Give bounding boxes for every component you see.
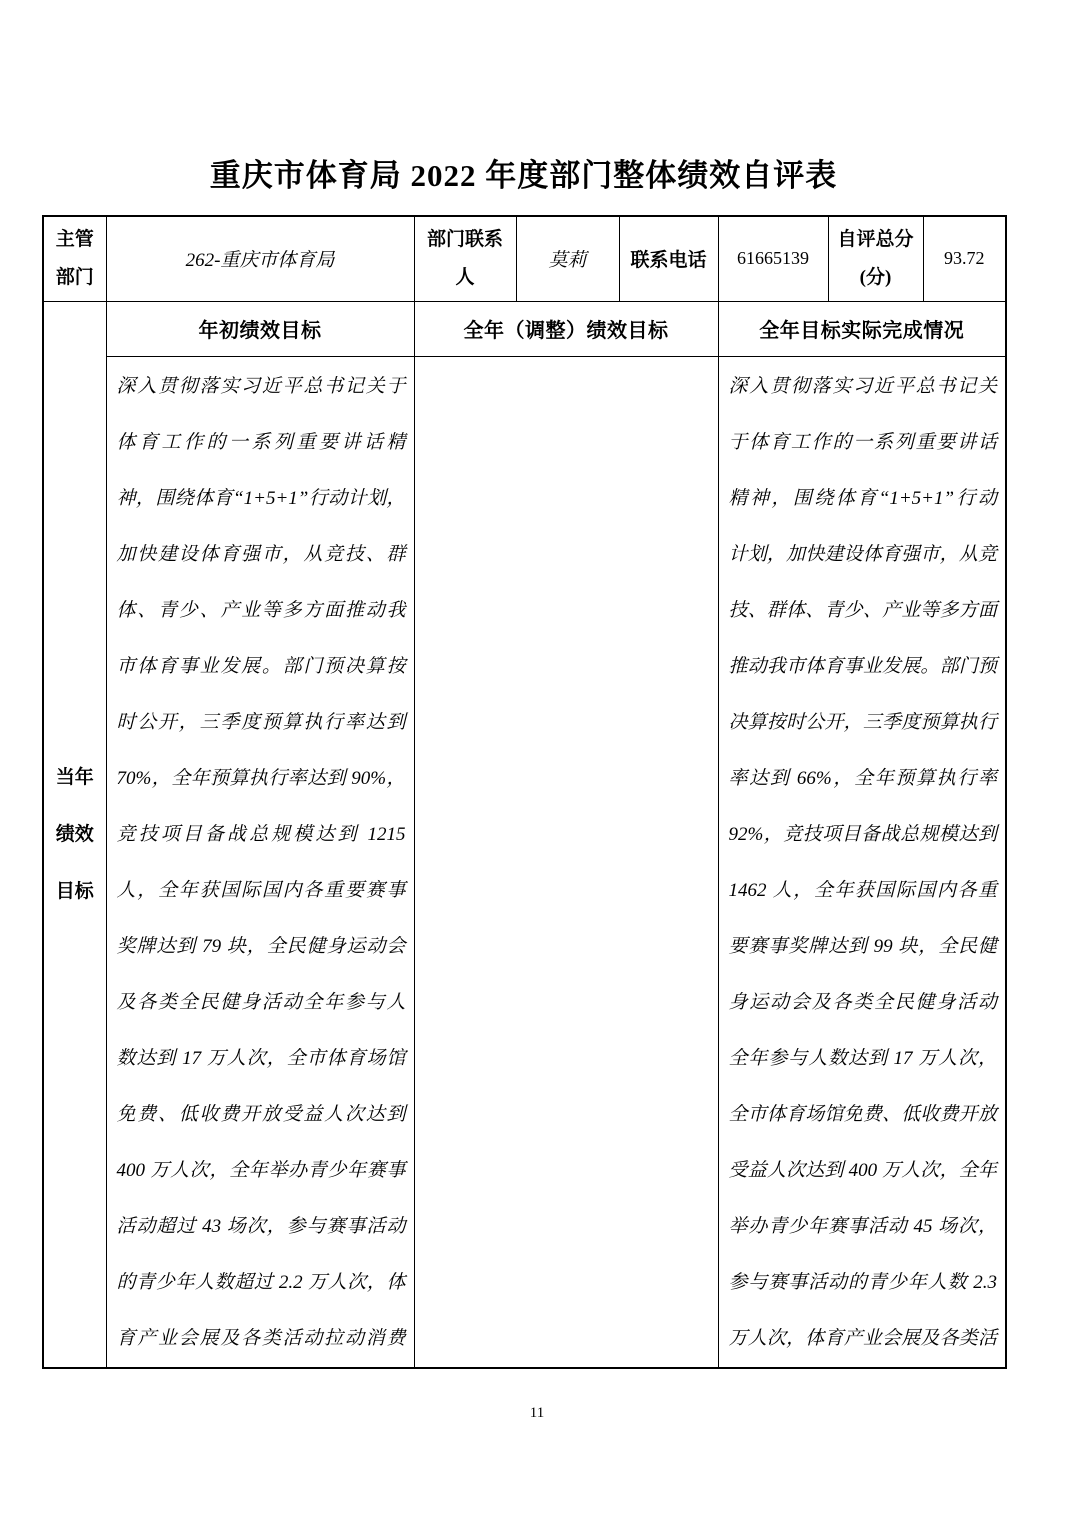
- text-line: 全年参与人数达到 17 万人次，: [728, 1047, 997, 1069]
- text-line: 部门联系: [426, 228, 503, 250]
- text-line: 的青少年人数超过 2.2 万人次，体: [116, 1271, 406, 1293]
- text-line: 举办青少年赛事活动 45 场次，: [728, 1215, 997, 1237]
- text-line: (分): [859, 266, 892, 288]
- text-line: 身运动会及各类全民健身活动: [728, 991, 997, 1013]
- text-line: 万人次，体育产业会展及各类活: [728, 1327, 997, 1349]
- text-line: 当年: [55, 766, 94, 788]
- text-line: 及各类全民健身活动全年参与人: [116, 991, 406, 1013]
- info-row: [43, 216, 1006, 301]
- text-line: 体育工作的一系列重要讲话精: [116, 431, 406, 453]
- text-line: 免费、低收费开放受益人次达到: [116, 1103, 406, 1125]
- actual-completion-text: [718, 356, 1006, 1368]
- text-line: 人，全年获国际国内各重要赛事: [116, 879, 406, 901]
- text-line: 部门: [55, 266, 94, 288]
- phone-label: 联系电话: [619, 216, 718, 301]
- text-line: 1462 人，全年获国际国内各重: [728, 879, 997, 901]
- page-title: 重庆市体育局 2022 年度部门整体绩效自评表: [209, 158, 838, 193]
- text-line: 400 万人次，全年举办青少年赛事: [116, 1159, 406, 1181]
- text-line: 深入贯彻落实习近平总书记关: [728, 375, 997, 397]
- text-line: 推动我市体育事业发展。部门预: [728, 655, 997, 677]
- text-line: 参与赛事活动的青少年人数 2.3: [728, 1271, 997, 1293]
- text-line: 目标: [55, 880, 94, 902]
- initial-goals-text: [106, 356, 414, 1368]
- contact-value: 莫莉: [516, 216, 619, 301]
- dept-value: 262-重庆市体育局: [106, 216, 414, 301]
- text-line: 竞技项目备战总规模达到 1215: [116, 823, 406, 845]
- text-line: 70%，全年预算执行率达到 90%，: [116, 767, 406, 789]
- col-header-initial-goals: 年初绩效目标: [106, 301, 414, 356]
- text-line: 深入贯彻落实习近平总书记关于: [116, 375, 406, 397]
- text-line: 时公开，三季度预算执行率达到: [116, 711, 406, 733]
- text-line: 自评总分: [837, 228, 914, 250]
- text-line: 计划，加快建设体育强市，从竞: [728, 543, 997, 565]
- score-value: 93.72: [923, 216, 1006, 301]
- text-line: 市体育事业发展。部门预决算按: [116, 655, 406, 677]
- text-line: 于体育工作的一系列重要讲话: [728, 431, 997, 453]
- text-line: 要赛事奖牌达到 99 块，全民健: [728, 935, 997, 957]
- text-line: 活动超过 43 场次，参与赛事活动: [116, 1215, 406, 1237]
- text-line: 技、群体、青少、产业等多方面: [728, 599, 997, 621]
- text-line: 精神，围绕体育“1+5+1”行动: [728, 487, 997, 509]
- text-line: 奖牌达到 79 块，全民健身运动会: [116, 935, 406, 957]
- text-line: 体、青少、产业等多方面推动我: [116, 599, 406, 621]
- text-line: 数达到 17 万人次，全市体育场馆: [116, 1047, 406, 1069]
- row-header-current-year-goals: [43, 301, 106, 1368]
- text-line: 决算按时公开，三季度预算执行: [728, 711, 997, 733]
- text-line: 加快建设体育强市，从竞技、群: [116, 543, 406, 565]
- phone-value: 61665139: [718, 216, 828, 301]
- text-line: 人: [455, 266, 475, 288]
- adjusted-goals-text: [414, 356, 718, 1368]
- goal-content-row: [43, 356, 1006, 1368]
- page-number: 11: [529, 1405, 545, 1421]
- text-line: 92%，竞技项目备战总规模达到: [728, 823, 997, 845]
- text-line: 神，围绕体育“1+5+1”行动计划，: [116, 487, 406, 509]
- text-line: 受益人次达到 400 万人次，全年: [728, 1159, 997, 1181]
- text-line: 率达到 66%，全年预算执行率: [728, 767, 997, 789]
- score-label: [828, 216, 923, 301]
- dept-label: [43, 216, 106, 301]
- text-line: 育产业会展及各类活动拉动消费: [116, 1327, 406, 1349]
- text-line: 全市体育场馆免费、低收费开放: [728, 1103, 997, 1125]
- col-header-actual-completion: 全年目标实际完成情况: [718, 301, 1006, 356]
- performance-table: [42, 215, 1007, 1369]
- text-line: 主管: [55, 228, 94, 250]
- goal-header-row: [43, 301, 1006, 356]
- text-line: 绩效: [55, 823, 94, 845]
- col-header-adjusted-goals: 全年（调整）绩效目标: [414, 301, 718, 356]
- contact-label: [414, 216, 516, 301]
